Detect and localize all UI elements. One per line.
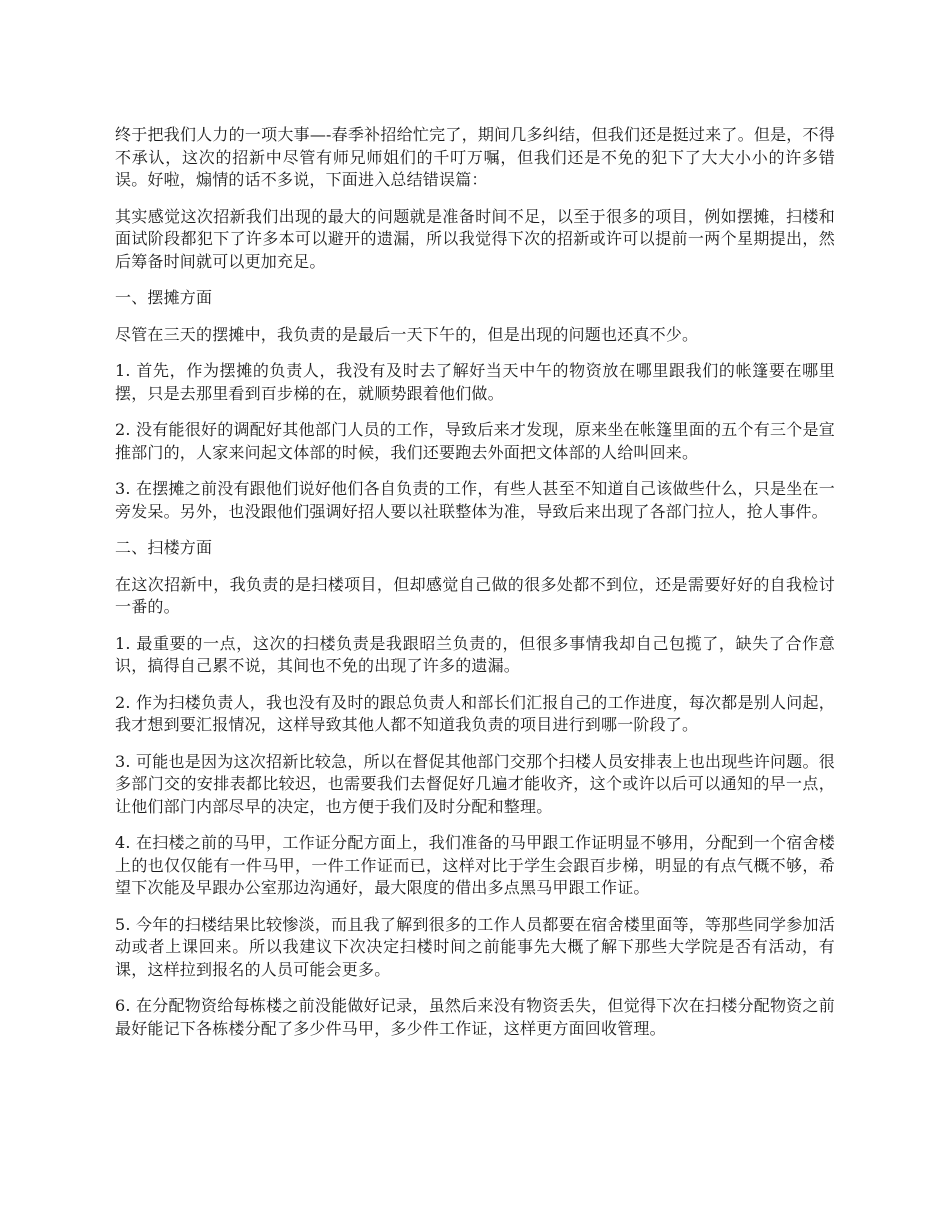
intro-paragraph-2: 其实感觉这次招新我们出现的最大的问题就是准备时间不足，以至于很多的项目，例如摆摊，扫楼和面试阶段都犯下了许多本可以避开的遗漏，所以我觉得下次的招新或许可以提前一两个星期提出，然后筹备时间就可以更加充足。 — [115, 206, 835, 271]
dorm-sweep-paragraph-7: 6. 在分配物资给每栋楼之前没能做好记录，虽然后来没有物资丢失，但觉得下次在扫楼分配物资之前最好能记下各栋楼分配了多少件马甲，多少件工作证，这样更方面回收管理。 — [115, 996, 835, 1038]
dorm-sweep-paragraph-5: 4. 在扫楼之前的马甲，工作证分配方面上，我们准备的马甲跟工作证明显不够用，分配到一个宿舍楼上的也仅仅能有一件马甲，一件工作证而已，这样对比于学生会跟百步梯，明显的有点气概不够，希望下次能及早跟办公室那边沟通好，最大限度的借出多点黑马甲跟工作证。 — [115, 833, 835, 897]
dorm-sweep-paragraph-2: 1. 最重要的一点，这次的扫楼负责是我跟昭兰负责的，但很多事情我却自己包揽了，缺失了合作意识，搞得自己累不说，其间也不免的出现了许多的遗漏。 — [115, 633, 835, 675]
booth-paragraph-4: 3. 在摆摊之前没有跟他们说好他们各自负责的工作，有些人甚至不知道自己该做些什么，只是坐在一旁发呆。另外，也没跟他们强调好招人要以社联整体为准，导致后来出现了各部门拉人，抢人事件。 — [115, 479, 835, 521]
section-heading-dorm-sweep: 二、扫楼方面 — [115, 538, 213, 557]
booth-paragraph-2: 1. 首先，作为摆摊的负责人，我没有及时去了解好当天中午的物资放在哪里跟我们的帐篷要在哪里摆，只是去那里看到百步梯的在，就顺势跟着他们做。 — [115, 361, 835, 403]
intro-paragraph-1: 终于把我们人力的一项大事—-春季补招给忙完了，期间几多纠结，但我们还是挺过来了。但是，不得不承认，这次的招新中尽管有师兄师姐们的千叮万嘱，但我们还是不免的犯下了大大小小的许多错误。好啦，煽情的话不多说，下面进入总结错误篇： — [115, 125, 835, 189]
dorm-sweep-paragraph-3: 2. 作为扫楼负责人，我也没有及时的跟总负责人和部长们汇报自己的工作进度，每次都是别人问起，我才想到要汇报情况，这样导致其他人都不知道我负责的项目进行到哪一阶段了。 — [115, 692, 835, 734]
booth-paragraph-3: 2. 没有能很好的调配好其他部门人员的工作，导致后来才发现，原来坐在帐篷里面的五个有三个是宣推部门的，人家来问起文体部的时候，我们还要跑去外面把文体部的人给叫回来。 — [115, 420, 835, 462]
booth-paragraph-1: 尽管在三天的摆摊中，我负责的是最后一天下午的，但是出现的问题也还真不少。 — [115, 324, 699, 344]
dorm-sweep-paragraph-4: 3. 可能也是因为这次招新比较急，所以在督促其他部门交那个扫楼人员安排表上也出现些许问题。很多部门交的安排表都比较迟，也需要我们去督促好几遍才能收齐，这个或许以后可以通知的早一点，让他们部门内部尽早的决定，也方便于我们及时分配和整理。 — [115, 751, 835, 816]
dorm-sweep-paragraph-1: 在这次招新中，我负责的是扫楼项目，但却感觉自己做的很多处都不到位，还是需要好好的自我检讨一番的。 — [115, 574, 835, 616]
dorm-sweep-paragraph-6: 5. 今年的扫楼结果比较惨淡，而且我了解到很多的工作人员都要在宿舍楼里面等，等那些同学参加活动或者上课回来。所以我建议下次决定扫楼时间之前能事先大概了解下那些大学院是否有活动，有课，这样拉到报名的人员可能会更多。 — [115, 914, 835, 979]
section-heading-booth: 一、摆摊方面 — [115, 288, 213, 307]
